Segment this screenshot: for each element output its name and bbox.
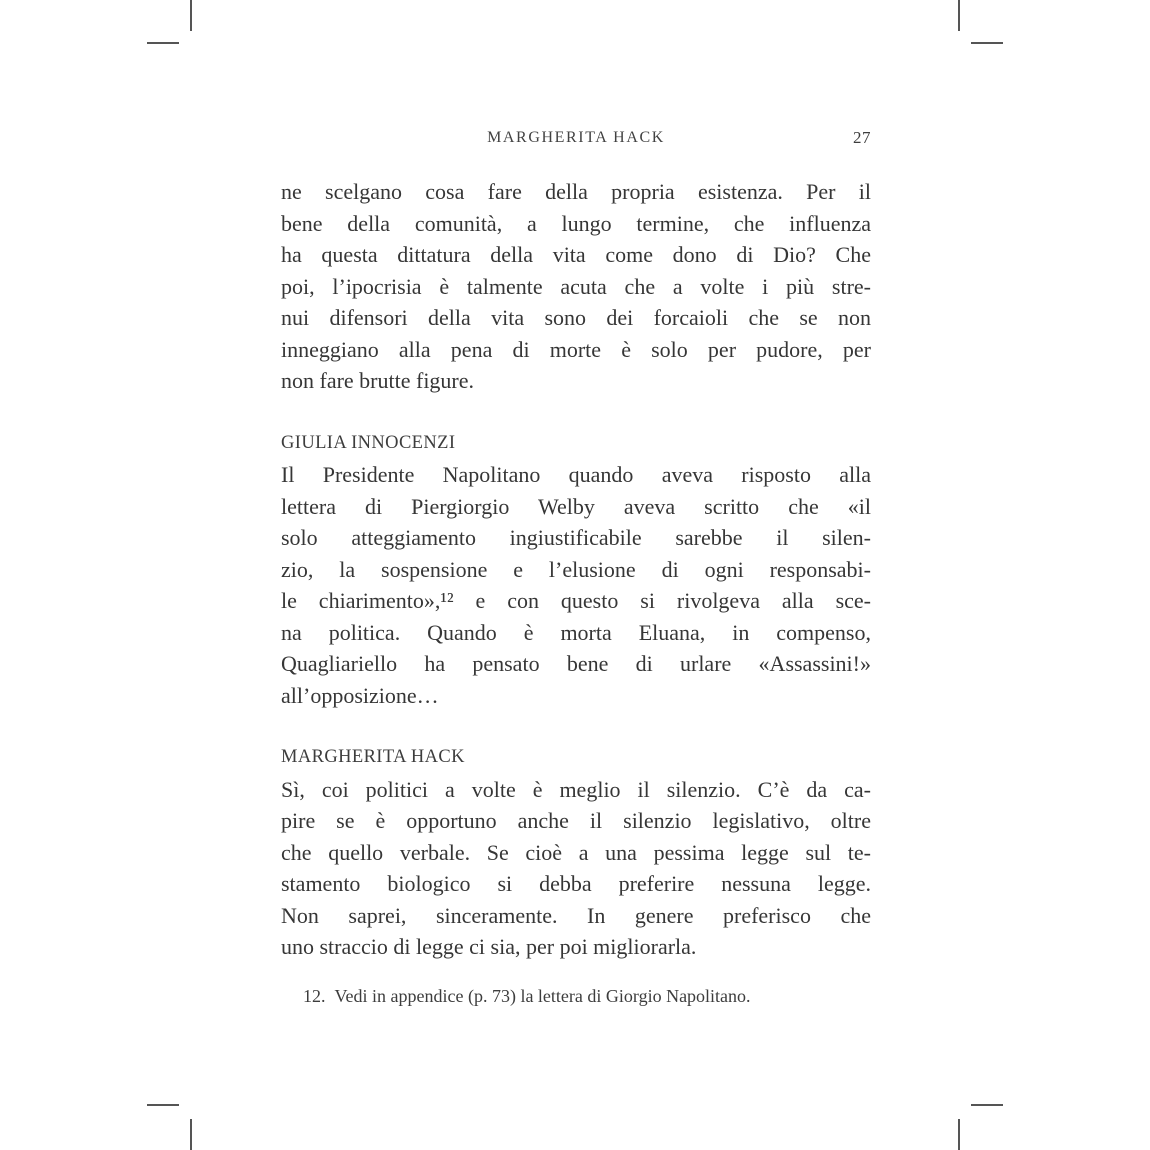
- text-line: poi, l’ipocrisia è talmente acuta che a volte i più stre-: [281, 273, 871, 299]
- crop-mark-top-right-horizontal: [971, 42, 1003, 44]
- text-line: uno straccio di legge ci sia, per poi migliorarla.: [281, 934, 697, 959]
- crop-mark-bottom-left-horizontal: [147, 1104, 179, 1106]
- text-line: solo atteggiamento ingiustificabile sarebbe il silen-: [281, 525, 871, 550]
- crop-mark-top-left-horizontal: [147, 42, 179, 44]
- dialogue-section: [281, 176, 871, 397]
- footnote-text: Vedi in appendice (p. 73) la lettera di Giorgio Napolitano.: [334, 985, 751, 1006]
- speaker-label: GIULIA INNOCENZI: [281, 432, 456, 453]
- dialogue-sections: [281, 176, 871, 963]
- crop-mark-bottom-right-vertical: [958, 1119, 960, 1150]
- dialogue-section: [281, 428, 871, 712]
- page-body: [281, 176, 871, 1008]
- text-line: lettera di Piergiorgio Welby aveva scritto che «il: [281, 493, 871, 519]
- text-line: inneggiano alla pena di morte è solo per pudore, per: [281, 336, 871, 362]
- crop-mark-top-right-vertical: [958, 0, 960, 31]
- text-line: non fare brutte figure.: [281, 368, 475, 393]
- dialogue-section: [281, 742, 871, 963]
- text-line: na politica. Quando è morta Eluana, in compenso,: [281, 619, 871, 645]
- text-line: le chiarimento»,¹² e con questo si rivolgeva alla sce-: [281, 588, 871, 613]
- text-line: bene della comunità, a lungo termine, che influenza: [281, 210, 871, 236]
- text-line: zio, la sospensione e l’elusione di ogni responsabi-: [281, 556, 871, 582]
- crop-mark-bottom-left-vertical: [190, 1119, 192, 1150]
- footnote-number: 12.: [303, 985, 326, 1006]
- crop-mark-top-left-vertical: [190, 0, 192, 31]
- page-number: 27: [853, 128, 871, 147]
- text-column: [281, 0, 871, 1150]
- text-line: nui difensori della vita sono dei forcaioli che se non: [281, 305, 871, 330]
- text-line: ha questa dittatura della vita come dono di Dio? Che: [281, 242, 871, 267]
- speaker-label: MARGHERITA HACK: [281, 747, 465, 767]
- running-header: [281, 129, 871, 147]
- text-line: ne scelgano cosa fare della propria esistenza. Per il: [281, 179, 871, 204]
- text-line: Il Presidente Napolitano quando aveva risposto alla: [281, 462, 871, 487]
- text-line: che quello verbale. Se cioè a una pessima legge sul te-: [281, 839, 871, 865]
- text-line: Sì, coi politici a volte è meglio il silenzio. C’è da ca-: [281, 776, 871, 802]
- text-line: stamento biologico si debba preferire nessuna legge.: [281, 871, 871, 896]
- text-line: Quagliariello ha pensato bene di urlare «Assassini!»: [281, 651, 871, 676]
- text-line: all’opposizione…: [281, 682, 439, 708]
- text-line: pire se è opportuno anche il silenzio legislativo, oltre: [281, 808, 871, 833]
- running-title: MARGHERITA HACK: [487, 129, 665, 146]
- footnote: [281, 984, 871, 1008]
- text-line: Non saprei, sinceramente. In genere preferisco che: [281, 902, 871, 928]
- crop-mark-bottom-right-horizontal: [971, 1104, 1003, 1106]
